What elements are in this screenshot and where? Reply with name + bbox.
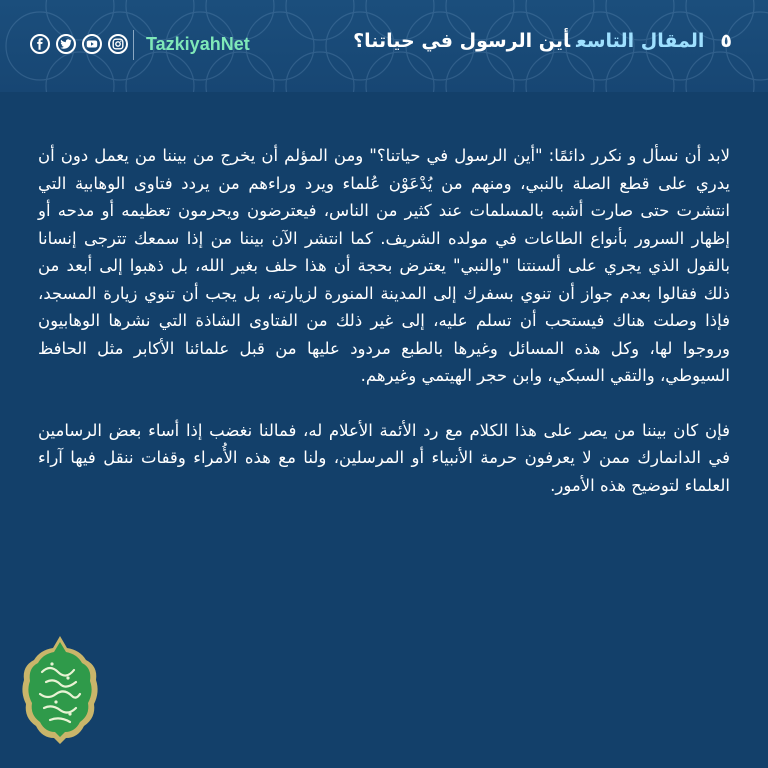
calligraphy-seal-logo xyxy=(20,634,100,744)
instagram-icon[interactable] xyxy=(108,34,128,54)
youtube-icon[interactable] xyxy=(82,34,102,54)
header-row xyxy=(0,28,768,64)
twitter-icon[interactable] xyxy=(56,34,76,54)
article-number: ٥ xyxy=(720,30,732,52)
header-divider xyxy=(133,30,134,60)
facebook-icon[interactable] xyxy=(30,34,50,54)
article-heading xyxy=(353,30,732,52)
social-links xyxy=(30,34,128,54)
paragraph-2: فإن كان بيننا من يصر على هذا الكلام مع رد الأئمة الأعلام له، فمالنا نغضب إذا أساء بعض الرسامين في الدانمارك ممن لا يعرفون حرمة الأنبياء أو المرسلين، ولنا مع هذه الأُمراء وقفات ننقل فيها آراء العلماء لتوضيح هذه الأمور. xyxy=(38,420,730,495)
article-title: أين الرسول في حياتنا؟ xyxy=(353,30,571,52)
header-bar xyxy=(0,0,768,92)
article-label: المقال التاسع xyxy=(576,30,705,52)
article-body xyxy=(38,142,730,526)
paragraph-1: لابد أن نسأل و نكرر دائمًا: "أين الرسول في حياتنا؟" ومن المؤلم أن يخرج من بيننا من يعمل دون أن يدري على قطع الصلة بالنبي، ومنهم من يُدْعَوْن عُلماء ويرد وراءهم من يردد فتاوى الوهابية التي انتشرت حتى صارت أشبه بالمسلمات عند كثير من الناس، فيعترضون ويحرمون تعظيمه أو مدحه أو إظهار السرور بأنواع الطاعات في مولده الشريف. كما انتشر الآن بيننا من إذا سمعك تترجى إنسانا بالقول الذي يجري على ألسنتنا "والنبي" يعترض بحجة أن هذا حلف بغير الله، بل ذهبوا إلى أبعد من ذلك فقالوا بعدم جواز أن تنوي بسفرك إلى المدينة المنورة لزيارته، بل يجب أن تنوي زيارة المسجد، فإذا وصلت هناك فيستحب أن تسلم عليه، إلى غير ذلك من الفتاوى الشاذة التي نشرها الوهابيون وروجوا لها، وكل هذه المسائل وغيرها بالطبع مردود عليها من قبل علمائنا الأكابر مثل الحافظ السيوطي، والتقي السبكي، وابن حجر الهيتمي وغيرهم. xyxy=(38,146,730,385)
brand-name[interactable]: TazkiyahNet xyxy=(146,34,250,54)
